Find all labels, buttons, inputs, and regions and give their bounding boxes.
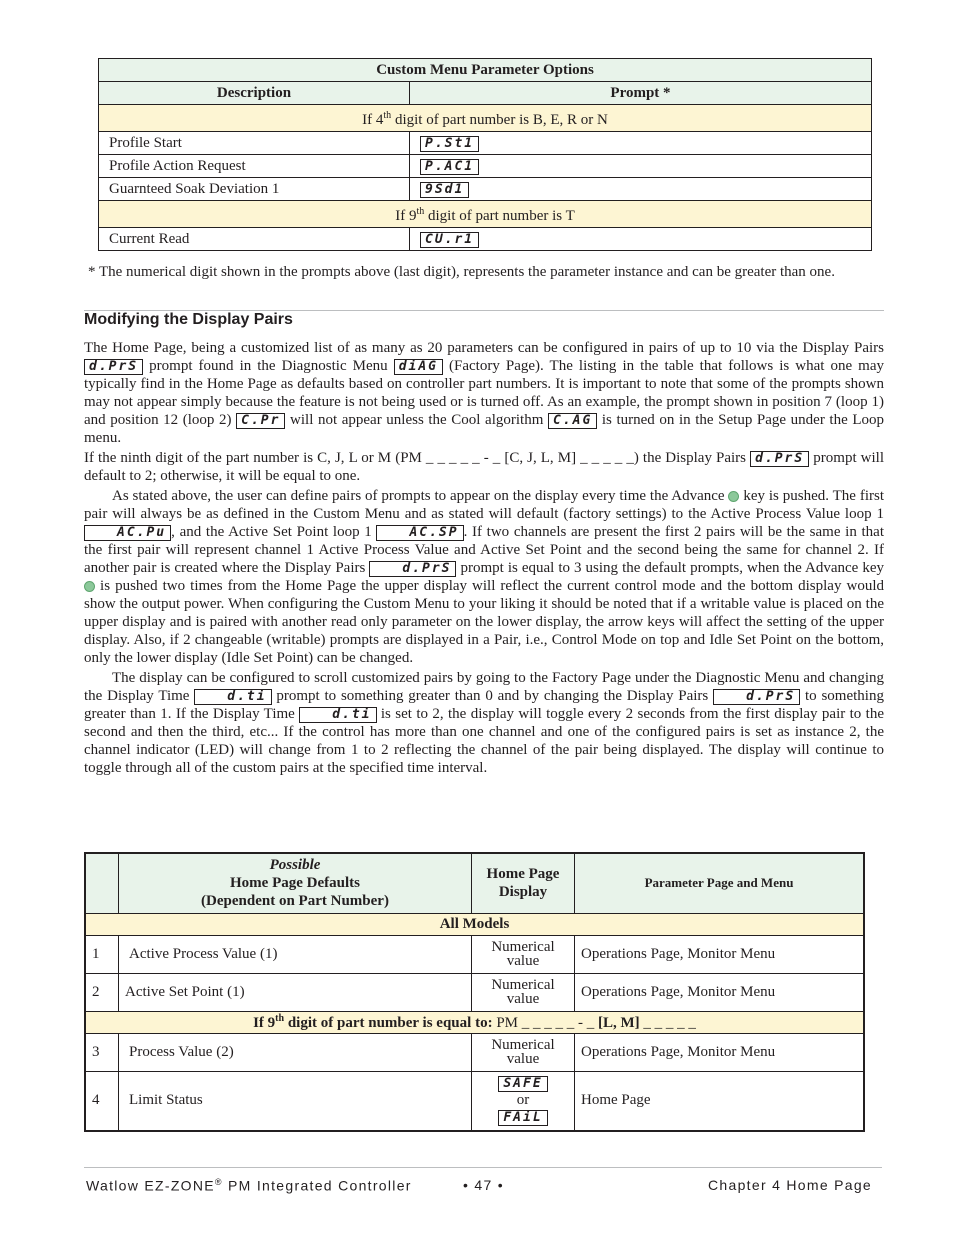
footer-divider <box>84 1167 882 1168</box>
table-row: Guarnteed Soak Deviation 1 9Sd1 <box>99 178 872 201</box>
table-row: Current Read CU.r1 <box>99 228 872 251</box>
paragraph-2: If the ninth digit of the part number is C, J, L or M (PM _ _ _ _ _ - _ [C, J, L, M] _ _ _ _ _) the Display Pairs d.PrS prompt will default to 2; otherwise, it will be equal to one. <box>84 450 884 484</box>
custom-menu-table <box>98 58 872 251</box>
paragraph-4: The display can be configured to scroll customized pairs by going to the Factory Page under the Diagnostic Menu and changing the Display Time d.ti prompt to something greater than 0 and by changing the Display Pairs d.PrS to something greater than 1. If the Display Time d.ti is set to 2, the display will toggle every 2 seconds from the first display pair to the second and then the third, etc... If the control has more than one channel and one of the configured pairs is set as instance 2, the channel indicator (LED) will change from 1 to 2 reflecting the channel of the pair being displayed. The display will continue to toggle through all of the custom pairs at the specified time interval. <box>84 670 884 776</box>
section-title: Modifying the Display Pairs <box>84 311 293 328</box>
lcd-dprs: d.PrS <box>84 359 143 375</box>
lcd-fail: FAiL <box>498 1110 547 1126</box>
lcd-acpu: AC.Pu <box>84 525 171 541</box>
table-row: Profile Start P.St1 <box>99 132 872 155</box>
lcd-dti: d.ti <box>299 707 376 723</box>
header-defaults: Possible Home Page Defaults (Dependent on Part Number) <box>119 853 472 913</box>
col-description: Description <box>99 82 410 105</box>
lcd-acsp: AC.SP <box>376 525 463 541</box>
table-row: 2 Active Set Point (1) Numerical value Operations Page, Monitor Menu <box>85 973 864 1011</box>
footnote: * The numerical digit shown in the prompts above (last digit), represents the parameter instance and can be greater than one. <box>88 264 835 280</box>
lcd-prompt: P.AC1 <box>420 159 479 175</box>
group-row-9th-digit: If 9th digit of part number is T <box>99 201 872 228</box>
lcd-prompt: 9Sd1 <box>420 182 469 198</box>
group-row-4th-digit: If 4th digit of part number is B, E, R or N <box>99 105 872 132</box>
table-row: Profile Action Request P.AC1 <box>99 155 872 178</box>
table-row: 3 Process Value (2) Numerical value Operations Page, Monitor Menu <box>85 1033 864 1071</box>
all-models-row: All Models <box>85 913 864 935</box>
condition-row: If 9th digit of part number is equal to: PM _ _ _ _ _ - _ [L, M] _ _ _ _ _ <box>85 1011 864 1033</box>
lcd-cag: C.AG <box>548 413 597 429</box>
table-row: 1 Active Process Value (1) Numerical value Operations Page, Monitor Menu <box>85 935 864 973</box>
header-num <box>85 853 119 913</box>
home-page-defaults-table <box>84 852 865 1132</box>
header-display: Home Page Display <box>472 853 575 913</box>
page-number: • 47 • <box>463 1177 504 1193</box>
lcd-dprs: d.PrS <box>750 451 809 467</box>
footer-right: Chapter 4 Home Page <box>708 1177 873 1193</box>
table-row: 4 Limit Status SAFE or FAiL Home Page <box>85 1071 864 1131</box>
custom-table-title: Custom Menu Parameter Options <box>99 59 872 82</box>
lcd-prompt: CU.r1 <box>420 232 479 248</box>
lcd-cpr: C.Pr <box>236 413 285 429</box>
lcd-dti: d.ti <box>194 689 271 705</box>
header-param-menu: Parameter Page and Menu <box>575 853 865 913</box>
paragraph-1: The Home Page, being a customized list of as many as 20 parameters can be configured in pairs of up to 10 via the Display Pairs d.PrS prompt found in the Diagnostic Menu diAG (Factory Page). The listing in the table that follows is what one may typically find in the Home Page as defaults based on controller part numbers. It is important to note that some of the prompts shown may not appear simply because the feature is not being used or is turned off. As an example, the prompt shown in position 7 (loop 1) and position 12 (loop 2) C.Pr will not appear unless the Cool algorithm C.AG is turned on in the Setup Page under the Loop menu. <box>84 340 884 446</box>
footer-left: Watlow EZ-ZONE® PM Integrated Controller <box>86 1177 412 1194</box>
advance-key-icon <box>728 491 739 502</box>
lcd-dprs: d.PrS <box>713 689 800 705</box>
lcd-safe: SAFE <box>498 1076 547 1092</box>
body-text <box>84 339 884 777</box>
lcd-dprs: d.PrS <box>369 561 456 577</box>
advance-key-icon <box>84 581 95 592</box>
paragraph-3: As stated above, the user can define pairs of prompts to appear on the display every time the Advance key is pushed. The first pair will always be as defined in the Custom Menu and as stated will default (factory settings) to the Active Process Value loop 1 AC.Pu , and the Active Set Point loop 1 AC.SP . If two channels are present the first 2 pairs will be the same in that the first pair will represent channel 1 Active Process Value and Active Set Point and the second being the same for channel 2. If another pair is created where the Display Pairs d.PrS prompt is equal to 3 using the default prompts, when the Advance key is pushed two times from the Home Page the upper display will reflect the current control mode and the bottom display would show the output power. When configuring the Custom Menu to your liking it should be noted that if a writable value is placed on the upper display and is paired with another read only parameter on the lower display, the arrow keys will affect the setting of the upper display. Also, if 2 changeable (writable) prompts are displayed in a Pair, i.e., Control Mode on top and Idle Set Point on the bottom, only the lower display (Idle Set Point) can be changed. <box>84 488 885 666</box>
lcd-diag: diAG <box>394 359 443 375</box>
col-prompt: Prompt * <box>410 82 872 105</box>
lcd-prompt: P.St1 <box>420 136 479 152</box>
